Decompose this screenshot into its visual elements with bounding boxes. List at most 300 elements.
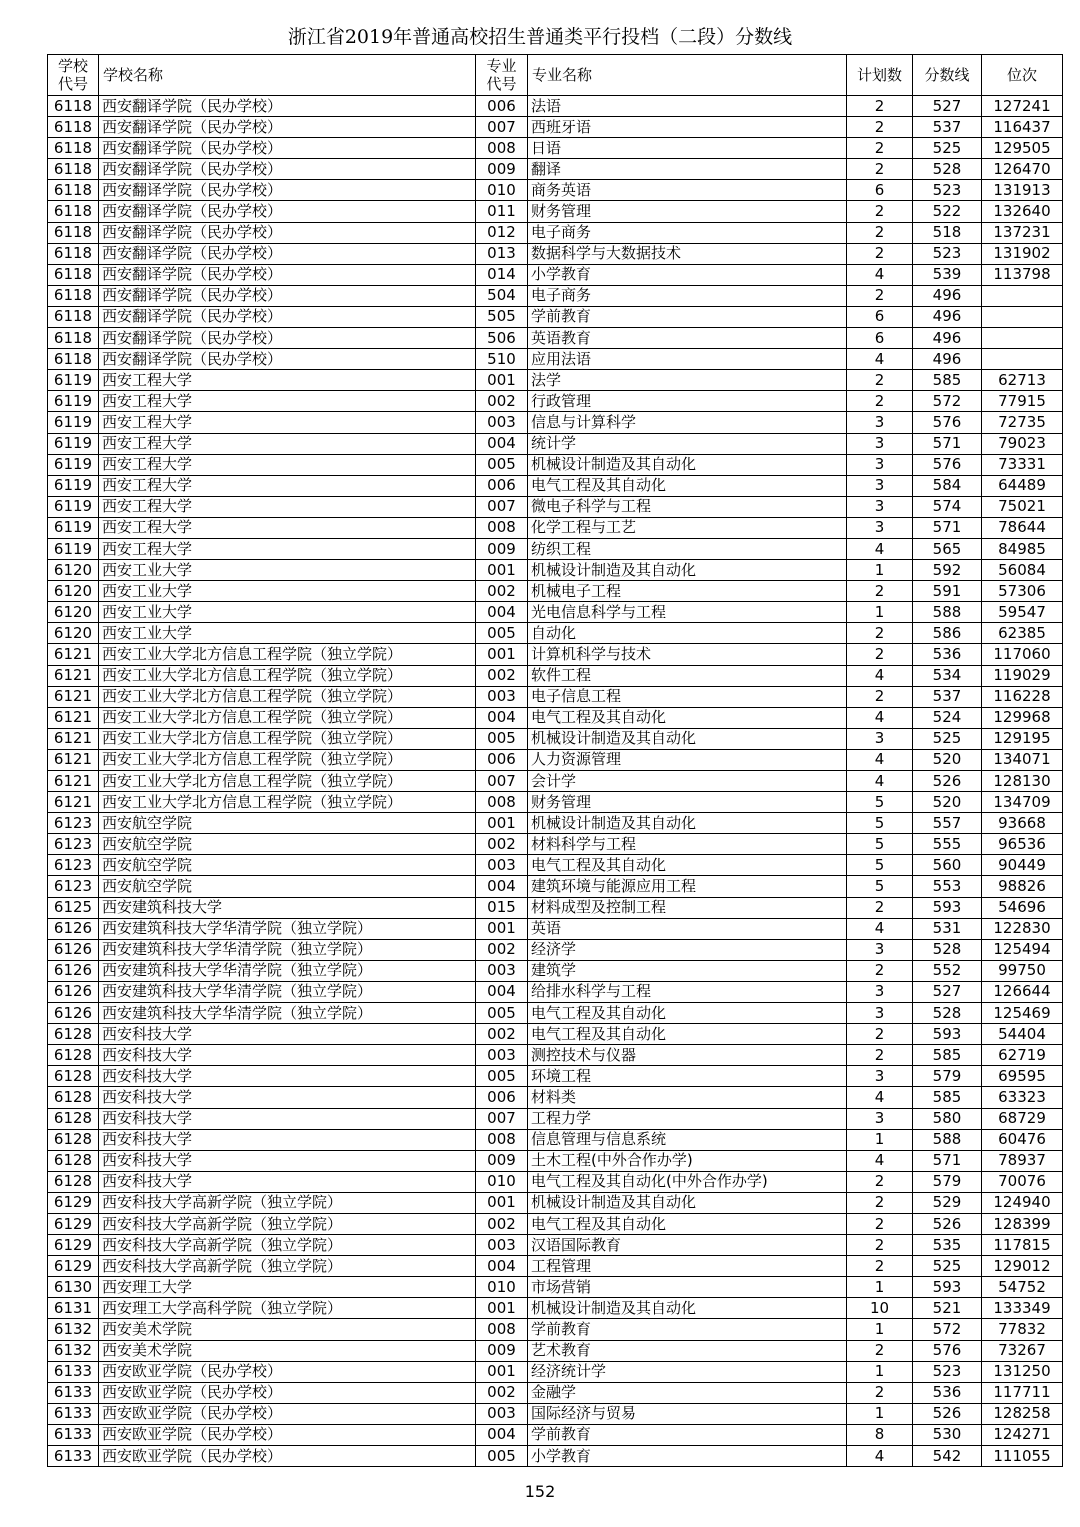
cell-major-name: 电气工程及其自动化 [528, 475, 847, 496]
cell-school-code: 6118 [48, 243, 99, 264]
cell-school-name: 西安航空学院 [99, 834, 476, 855]
cell-school-name: 西安建筑科技大学华清学院（独立学院） [99, 1003, 476, 1024]
cell-school-name: 西安翻译学院（民办学校） [99, 328, 476, 349]
cell-major-code: 009 [476, 159, 528, 180]
cell-score: 586 [913, 623, 982, 644]
cell-major-name: 信息与计算科学 [528, 412, 847, 433]
cell-score: 571 [913, 517, 982, 538]
cell-plan: 2 [847, 1192, 913, 1213]
cell-school-name: 西安工业大学 [99, 581, 476, 602]
cell-plan: 6 [847, 328, 913, 349]
cell-plan: 5 [847, 834, 913, 855]
table-row [48, 918, 1063, 939]
cell-score: 536 [913, 644, 982, 665]
cell-major-name: 纺织工程 [528, 538, 847, 559]
cell-score: 496 [913, 285, 982, 306]
cell-plan: 2 [847, 686, 913, 707]
cell-plan: 4 [847, 771, 913, 792]
cell-rank: 137231 [982, 222, 1063, 243]
cell-rank: 72735 [982, 412, 1063, 433]
cell-major-name: 电气工程及其自动化 [528, 1003, 847, 1024]
table-row [48, 159, 1063, 180]
cell-score: 534 [913, 665, 982, 686]
cell-score: 555 [913, 834, 982, 855]
cell-score: 592 [913, 560, 982, 581]
cell-major-name: 测控技术与仪器 [528, 1045, 847, 1066]
cell-school-name: 西安工业大学 [99, 560, 476, 581]
cell-major-name: 西班牙语 [528, 117, 847, 138]
table-row [48, 1298, 1063, 1319]
cell-school-code: 6129 [48, 1235, 99, 1256]
cell-plan: 3 [847, 517, 913, 538]
cell-rank: 129505 [982, 138, 1063, 159]
cell-school-name: 西安翻译学院（民办学校） [99, 349, 476, 370]
cell-rank: 128258 [982, 1403, 1063, 1424]
table-row [48, 855, 1063, 876]
cell-school-name: 西安建筑科技大学华清学院（独立学院） [99, 981, 476, 1002]
cell-major-name: 机械设计制造及其自动化 [528, 454, 847, 475]
table-row [48, 876, 1063, 897]
cell-score: 591 [913, 581, 982, 602]
table-row [48, 792, 1063, 813]
cell-school-code: 6123 [48, 813, 99, 834]
cell-score: 537 [913, 117, 982, 138]
cell-rank: 70076 [982, 1171, 1063, 1192]
table-row [48, 496, 1063, 517]
cell-plan: 2 [847, 159, 913, 180]
cell-major-code: 006 [476, 1087, 528, 1108]
cell-plan: 6 [847, 180, 913, 201]
cell-plan: 2 [847, 243, 913, 264]
cell-plan: 2 [847, 117, 913, 138]
cell-score: 527 [913, 96, 982, 117]
table-row [48, 222, 1063, 243]
cell-rank: 129968 [982, 707, 1063, 728]
cell-school-code: 6133 [48, 1403, 99, 1424]
table-row [48, 813, 1063, 834]
cell-school-name: 西安工程大学 [99, 433, 476, 454]
cell-major-name: 商务英语 [528, 180, 847, 201]
cell-rank: 133349 [982, 1298, 1063, 1319]
cell-major-code: 003 [476, 412, 528, 433]
cell-major-name: 化学工程与工艺 [528, 517, 847, 538]
cell-rank: 98826 [982, 876, 1063, 897]
table-row [48, 538, 1063, 559]
cell-major-name: 经济统计学 [528, 1361, 847, 1382]
cell-rank [982, 349, 1063, 370]
cell-major-name: 英语 [528, 918, 847, 939]
cell-rank: 117815 [982, 1235, 1063, 1256]
cell-major-code: 003 [476, 1403, 528, 1424]
cell-score: 580 [913, 1108, 982, 1129]
table-row [48, 1340, 1063, 1361]
cell-score: 572 [913, 1319, 982, 1340]
cell-plan: 1 [847, 1277, 913, 1298]
cell-major-name: 财务管理 [528, 201, 847, 222]
cell-plan: 5 [847, 876, 913, 897]
cell-score: 584 [913, 475, 982, 496]
cell-school-name: 西安航空学院 [99, 876, 476, 897]
cell-school-code: 6126 [48, 918, 99, 939]
cell-school-name: 西安航空学院 [99, 855, 476, 876]
cell-major-name: 计算机科学与技术 [528, 644, 847, 665]
cell-major-name: 机械设计制造及其自动化 [528, 813, 847, 834]
cell-major-name: 数据科学与大数据技术 [528, 243, 847, 264]
cell-score: 496 [913, 306, 982, 327]
cell-major-code: 007 [476, 771, 528, 792]
cell-school-name: 西安欧亚学院（民办学校） [99, 1424, 476, 1445]
cell-school-name: 西安工程大学 [99, 538, 476, 559]
cell-major-name: 金融学 [528, 1382, 847, 1403]
cell-school-code: 6120 [48, 602, 99, 623]
cell-rank: 64489 [982, 475, 1063, 496]
cell-score: 542 [913, 1446, 982, 1467]
cell-score: 579 [913, 1171, 982, 1192]
cell-score: 523 [913, 243, 982, 264]
cell-major-name: 工程力学 [528, 1108, 847, 1129]
cell-score: 579 [913, 1066, 982, 1087]
cell-school-name: 西安工业大学北方信息工程学院（独立学院） [99, 707, 476, 728]
cell-school-name: 西安工业大学北方信息工程学院（独立学院） [99, 792, 476, 813]
page-title: 浙江省2019年普通高校招生普通类平行投档（二段）分数线 [287, 26, 793, 48]
cell-school-code: 6121 [48, 665, 99, 686]
cell-school-name: 西安翻译学院（民办学校） [99, 159, 476, 180]
cell-rank: 131902 [982, 243, 1063, 264]
cell-rank: 78937 [982, 1150, 1063, 1171]
cell-rank: 131250 [982, 1361, 1063, 1382]
cell-rank: 116437 [982, 117, 1063, 138]
cell-school-code: 6126 [48, 1003, 99, 1024]
cell-school-name: 西安工程大学 [99, 475, 476, 496]
cell-school-name: 西安翻译学院（民办学校） [99, 222, 476, 243]
cell-major-code: 005 [476, 623, 528, 644]
cell-school-name: 西安科技大学 [99, 1171, 476, 1192]
table-row [48, 1192, 1063, 1213]
cell-major-code: 008 [476, 1319, 528, 1340]
cell-score: 520 [913, 792, 982, 813]
cell-school-name: 西安美术学院 [99, 1319, 476, 1340]
cell-rank: 60476 [982, 1129, 1063, 1150]
cell-plan: 4 [847, 264, 913, 285]
cell-school-code: 6121 [48, 728, 99, 749]
cell-plan: 6 [847, 306, 913, 327]
cell-major-name: 机械设计制造及其自动化 [528, 728, 847, 749]
table-row [48, 1382, 1063, 1403]
cell-rank: 90449 [982, 855, 1063, 876]
cell-rank: 113798 [982, 264, 1063, 285]
cell-plan: 2 [847, 644, 913, 665]
cell-score: 576 [913, 412, 982, 433]
cell-plan: 3 [847, 981, 913, 1002]
cell-rank: 54752 [982, 1277, 1063, 1298]
cell-major-name: 行政管理 [528, 391, 847, 412]
cell-major-code: 002 [476, 665, 528, 686]
cell-school-code: 6121 [48, 707, 99, 728]
cell-score: 528 [913, 159, 982, 180]
cell-score: 518 [913, 222, 982, 243]
cell-school-name: 西安科技大学 [99, 1024, 476, 1045]
table-row [48, 644, 1063, 665]
cell-plan: 2 [847, 581, 913, 602]
cell-school-code: 6132 [48, 1340, 99, 1361]
cell-score: 526 [913, 1403, 982, 1424]
cell-plan: 2 [847, 960, 913, 981]
cell-school-code: 6119 [48, 412, 99, 433]
table-row [48, 1361, 1063, 1382]
table-row [48, 1003, 1063, 1024]
cell-score: 531 [913, 918, 982, 939]
table-row [48, 1319, 1063, 1340]
cell-major-code: 002 [476, 939, 528, 960]
table-row [48, 454, 1063, 475]
cell-school-name: 西安工业大学北方信息工程学院（独立学院） [99, 665, 476, 686]
cell-rank: 57306 [982, 581, 1063, 602]
cell-major-code: 009 [476, 538, 528, 559]
header-score: 分数线 [913, 55, 982, 96]
cell-plan: 2 [847, 1024, 913, 1045]
cell-score: 525 [913, 138, 982, 159]
cell-major-name: 环境工程 [528, 1066, 847, 1087]
cell-score: 536 [913, 1382, 982, 1403]
cell-major-name: 电气工程及其自动化 [528, 707, 847, 728]
cell-school-name: 西安翻译学院（民办学校） [99, 285, 476, 306]
cell-plan: 2 [847, 201, 913, 222]
header-rank: 位次 [982, 55, 1063, 96]
cell-major-code: 009 [476, 1150, 528, 1171]
cell-plan: 4 [847, 349, 913, 370]
cell-major-code: 008 [476, 792, 528, 813]
cell-major-code: 009 [476, 1340, 528, 1361]
cell-school-code: 6118 [48, 349, 99, 370]
cell-major-code: 014 [476, 264, 528, 285]
cell-plan: 2 [847, 623, 913, 644]
table-row [48, 517, 1063, 538]
cell-school-name: 西安工业大学北方信息工程学院（独立学院） [99, 771, 476, 792]
table-row [48, 1213, 1063, 1234]
cell-school-code: 6119 [48, 370, 99, 391]
cell-school-name: 西安欧亚学院（民办学校） [99, 1446, 476, 1467]
cell-major-code: 002 [476, 1382, 528, 1403]
cell-major-name: 学前教育 [528, 306, 847, 327]
cell-school-name: 西安翻译学院（民办学校） [99, 264, 476, 285]
cell-rank: 63323 [982, 1087, 1063, 1108]
cell-major-name: 电气工程及其自动化 [528, 1213, 847, 1234]
cell-major-code: 010 [476, 180, 528, 201]
table-row [48, 960, 1063, 981]
cell-school-code: 6119 [48, 391, 99, 412]
cell-school-code: 6129 [48, 1213, 99, 1234]
cell-school-name: 西安科技大学 [99, 1087, 476, 1108]
cell-score: 496 [913, 328, 982, 349]
cell-score: 523 [913, 1361, 982, 1382]
cell-school-name: 西安工业大学 [99, 602, 476, 623]
cell-school-code: 6120 [48, 623, 99, 644]
cell-major-name: 会计学 [528, 771, 847, 792]
cell-score: 527 [913, 981, 982, 1002]
table-row [48, 117, 1063, 138]
cell-school-name: 西安科技大学高新学院（独立学院） [99, 1235, 476, 1256]
score-table [47, 54, 1063, 1467]
cell-major-code: 004 [476, 1424, 528, 1445]
table-row [48, 686, 1063, 707]
cell-major-code: 010 [476, 1277, 528, 1298]
header-school-name: 学校名称 [99, 55, 476, 96]
cell-plan: 5 [847, 813, 913, 834]
cell-school-code: 6118 [48, 306, 99, 327]
cell-school-name: 西安科技大学高新学院（独立学院） [99, 1256, 476, 1277]
cell-school-name: 西安科技大学 [99, 1066, 476, 1087]
cell-rank: 96536 [982, 834, 1063, 855]
cell-plan: 4 [847, 918, 913, 939]
cell-score: 523 [913, 180, 982, 201]
cell-major-code: 011 [476, 201, 528, 222]
cell-plan: 1 [847, 1403, 913, 1424]
cell-school-name: 西安科技大学高新学院（独立学院） [99, 1213, 476, 1234]
cell-major-name: 日语 [528, 138, 847, 159]
cell-major-name: 微电子科学与工程 [528, 496, 847, 517]
cell-rank: 62719 [982, 1045, 1063, 1066]
cell-major-name: 电子商务 [528, 222, 847, 243]
table-row [48, 1150, 1063, 1171]
cell-school-name: 西安建筑科技大学华清学院（独立学院） [99, 918, 476, 939]
cell-school-code: 6131 [48, 1298, 99, 1319]
table-row [48, 96, 1063, 117]
cell-major-name: 土木工程(中外合作办学) [528, 1150, 847, 1171]
table-row [48, 264, 1063, 285]
cell-major-name: 机械设计制造及其自动化 [528, 560, 847, 581]
cell-score: 526 [913, 1213, 982, 1234]
header-plan: 计划数 [847, 55, 913, 96]
cell-score: 557 [913, 813, 982, 834]
cell-major-name: 材料科学与工程 [528, 834, 847, 855]
cell-plan: 4 [847, 749, 913, 770]
cell-rank: 56084 [982, 560, 1063, 581]
cell-school-name: 西安工程大学 [99, 412, 476, 433]
cell-major-name: 工程管理 [528, 1256, 847, 1277]
cell-school-name: 西安建筑科技大学 [99, 897, 476, 918]
table-row [48, 1403, 1063, 1424]
cell-rank: 134071 [982, 749, 1063, 770]
table-row [48, 1446, 1063, 1467]
cell-major-name: 电气工程及其自动化(中外合作办学) [528, 1171, 847, 1192]
cell-score: 576 [913, 1340, 982, 1361]
cell-major-name: 材料类 [528, 1087, 847, 1108]
table-row [48, 475, 1063, 496]
cell-plan: 2 [847, 1256, 913, 1277]
cell-school-code: 6119 [48, 475, 99, 496]
cell-school-name: 西安科技大学高新学院（独立学院） [99, 1192, 476, 1213]
cell-major-code: 001 [476, 1192, 528, 1213]
cell-plan: 2 [847, 96, 913, 117]
table-row [48, 328, 1063, 349]
cell-school-code: 6129 [48, 1192, 99, 1213]
cell-major-code: 002 [476, 834, 528, 855]
table-row [48, 623, 1063, 644]
cell-school-code: 6118 [48, 117, 99, 138]
cell-school-code: 6133 [48, 1446, 99, 1467]
cell-major-name: 电气工程及其自动化 [528, 1024, 847, 1045]
cell-school-name: 西安翻译学院（民办学校） [99, 306, 476, 327]
cell-major-code: 001 [476, 560, 528, 581]
cell-plan: 2 [847, 1045, 913, 1066]
cell-major-code: 505 [476, 306, 528, 327]
cell-major-code: 005 [476, 1066, 528, 1087]
table-row [48, 560, 1063, 581]
table-row [48, 581, 1063, 602]
table-row [48, 602, 1063, 623]
cell-plan: 1 [847, 560, 913, 581]
cell-school-code: 6128 [48, 1171, 99, 1192]
table-row [48, 1066, 1063, 1087]
cell-school-code: 6128 [48, 1129, 99, 1150]
cell-rank: 59547 [982, 602, 1063, 623]
cell-school-code: 6119 [48, 538, 99, 559]
cell-school-name: 西安工程大学 [99, 454, 476, 475]
table-row [48, 1235, 1063, 1256]
cell-major-name: 电子商务 [528, 285, 847, 306]
cell-major-code: 510 [476, 349, 528, 370]
cell-rank: 111055 [982, 1446, 1063, 1467]
table-row [48, 665, 1063, 686]
cell-major-code: 002 [476, 1213, 528, 1234]
cell-score: 585 [913, 1045, 982, 1066]
cell-school-name: 西安科技大学 [99, 1045, 476, 1066]
cell-school-code: 6123 [48, 855, 99, 876]
cell-major-code: 001 [476, 813, 528, 834]
cell-score: 593 [913, 897, 982, 918]
cell-score: 552 [913, 960, 982, 981]
cell-school-name: 西安工程大学 [99, 496, 476, 517]
cell-school-name: 西安工程大学 [99, 370, 476, 391]
cell-major-name: 电气工程及其自动化 [528, 855, 847, 876]
cell-score: 585 [913, 370, 982, 391]
table-row [48, 728, 1063, 749]
cell-school-code: 6118 [48, 285, 99, 306]
cell-school-code: 6126 [48, 939, 99, 960]
cell-rank: 117060 [982, 644, 1063, 665]
table-row [48, 349, 1063, 370]
cell-major-name: 机械设计制造及其自动化 [528, 1192, 847, 1213]
cell-school-code: 6126 [48, 960, 99, 981]
cell-score: 593 [913, 1277, 982, 1298]
cell-rank: 129195 [982, 728, 1063, 749]
cell-plan: 3 [847, 1108, 913, 1129]
table-row [48, 285, 1063, 306]
cell-plan: 5 [847, 792, 913, 813]
table-row [48, 412, 1063, 433]
cell-score: 525 [913, 728, 982, 749]
cell-major-name: 统计学 [528, 433, 847, 454]
cell-score: 529 [913, 1192, 982, 1213]
cell-major-code: 004 [476, 1256, 528, 1277]
cell-major-code: 006 [476, 96, 528, 117]
cell-school-code: 6128 [48, 1045, 99, 1066]
cell-major-name: 小学教育 [528, 264, 847, 285]
cell-rank: 77832 [982, 1319, 1063, 1340]
cell-major-code: 004 [476, 707, 528, 728]
cell-rank: 119029 [982, 665, 1063, 686]
table-row [48, 1108, 1063, 1129]
table-row [48, 433, 1063, 454]
cell-rank: 129012 [982, 1256, 1063, 1277]
page-number: 152 [524, 1482, 556, 1501]
cell-rank: 117711 [982, 1382, 1063, 1403]
cell-plan: 2 [847, 285, 913, 306]
cell-school-code: 6118 [48, 180, 99, 201]
cell-school-name: 西安科技大学 [99, 1129, 476, 1150]
cell-major-code: 005 [476, 454, 528, 475]
table-row [48, 201, 1063, 222]
